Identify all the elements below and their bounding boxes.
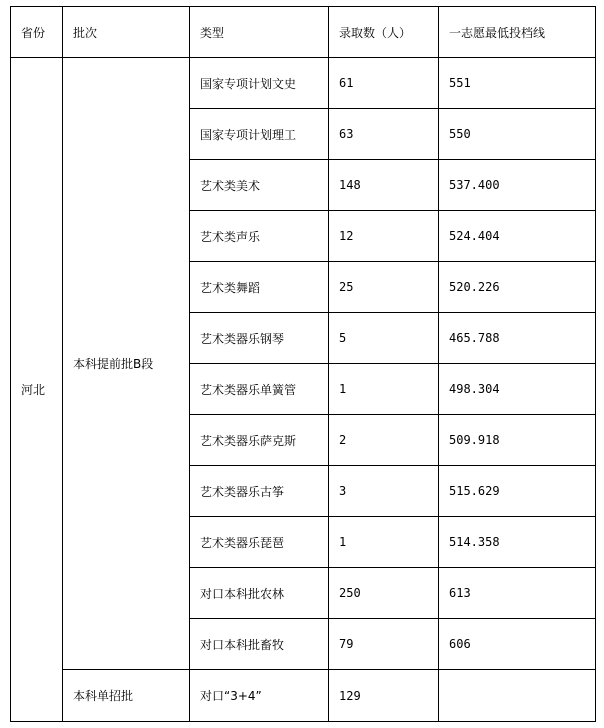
count-cell: 3 xyxy=(329,466,439,517)
type-cell: 对口“3+4” xyxy=(190,670,329,722)
type-cell: 艺术类声乐 xyxy=(190,211,329,262)
batch-cell: 本科单招批 xyxy=(63,670,190,722)
header-min-score: 一志愿最低投档线 xyxy=(439,7,596,58)
count-cell: 1 xyxy=(329,364,439,415)
type-cell: 艺术类器乐单簧管 xyxy=(190,364,329,415)
count-cell: 25 xyxy=(329,262,439,313)
header-admitted-count: 录取数（人） xyxy=(329,7,439,58)
score-cell: 520.226 xyxy=(439,262,596,313)
count-cell: 12 xyxy=(329,211,439,262)
score-cell: 465.788 xyxy=(439,313,596,364)
type-cell: 对口本科批畜牧 xyxy=(190,619,329,670)
batch-cell: 本科提前批B段 xyxy=(63,58,190,670)
type-cell: 国家专项计划理工 xyxy=(190,109,329,160)
count-cell: 5 xyxy=(329,313,439,364)
score-cell: 515.629 xyxy=(439,466,596,517)
score-cell: 514.358 xyxy=(439,517,596,568)
province-cell: 河北 xyxy=(11,58,63,722)
table-row xyxy=(11,58,596,109)
type-cell: 国家专项计划文史 xyxy=(190,58,329,109)
score-cell: 509.918 xyxy=(439,415,596,466)
score-cell: 524.404 xyxy=(439,211,596,262)
score-cell xyxy=(439,670,596,722)
type-cell: 艺术类舞蹈 xyxy=(190,262,329,313)
type-cell: 艺术类器乐萨克斯 xyxy=(190,415,329,466)
score-cell: 613 xyxy=(439,568,596,619)
count-cell: 1 xyxy=(329,517,439,568)
score-cell: 550 xyxy=(439,109,596,160)
score-cell: 606 xyxy=(439,619,596,670)
score-cell: 498.304 xyxy=(439,364,596,415)
header-province: 省份 xyxy=(11,7,63,58)
count-cell: 61 xyxy=(329,58,439,109)
header-type: 类型 xyxy=(190,7,329,58)
type-cell: 对口本科批农林 xyxy=(190,568,329,619)
count-cell: 63 xyxy=(329,109,439,160)
type-cell: 艺术类器乐古筝 xyxy=(190,466,329,517)
count-cell: 129 xyxy=(329,670,439,722)
count-cell: 79 xyxy=(329,619,439,670)
count-cell: 148 xyxy=(329,160,439,211)
header-batch: 批次 xyxy=(63,7,190,58)
score-cell: 537.400 xyxy=(439,160,596,211)
admission-table xyxy=(10,6,596,722)
table-header-row xyxy=(11,7,596,58)
table-row xyxy=(11,670,596,722)
type-cell: 艺术类器乐钢琴 xyxy=(190,313,329,364)
count-cell: 2 xyxy=(329,415,439,466)
score-cell: 551 xyxy=(439,58,596,109)
count-cell: 250 xyxy=(329,568,439,619)
type-cell: 艺术类美术 xyxy=(190,160,329,211)
type-cell: 艺术类器乐琵琶 xyxy=(190,517,329,568)
